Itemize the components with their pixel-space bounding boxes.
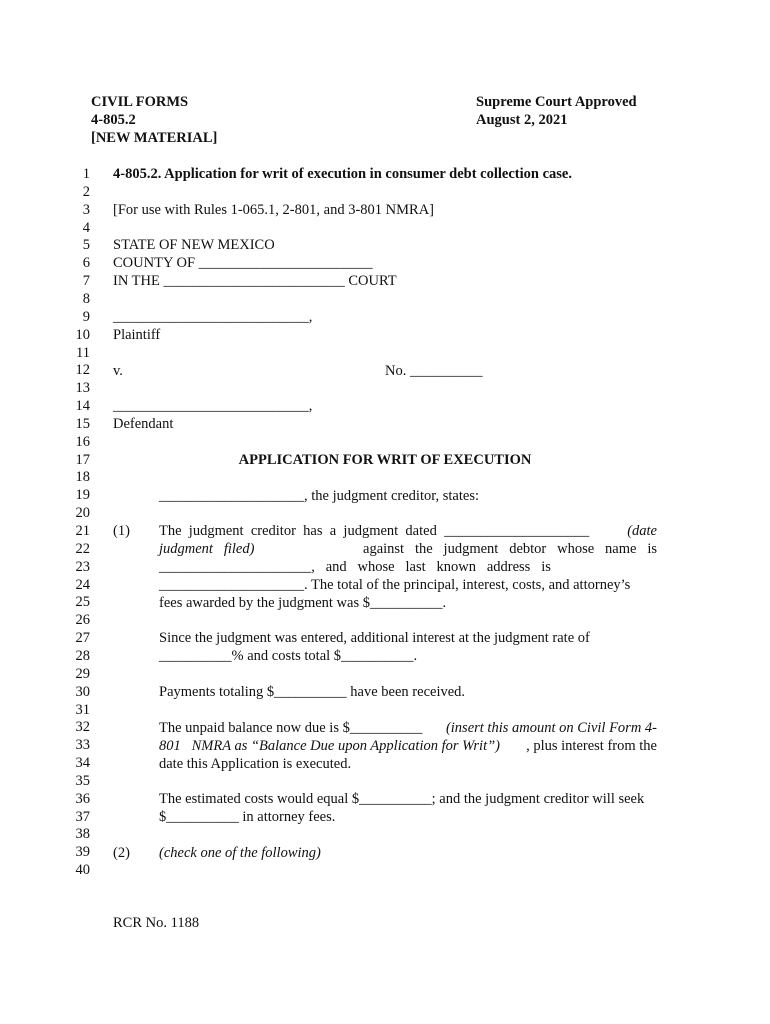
line-number: 19 xyxy=(75,487,90,504)
line-number: 31 xyxy=(75,701,90,718)
line-number: 15 xyxy=(75,415,90,432)
header-left-line-3: [NEW MATERIAL] xyxy=(91,130,218,146)
item-2-text: (check one of the following) xyxy=(159,845,321,861)
line-number: 6 xyxy=(82,255,90,272)
line-number: 33 xyxy=(75,737,90,754)
item-1-line-1-text: The judgment creditor has a judgment dated ____________________ xyxy=(159,523,590,539)
item-1-line-2-italic: judgment filed) xyxy=(159,541,255,557)
line-number: 2 xyxy=(82,183,90,200)
case-number: No. __________ xyxy=(385,363,483,379)
line-number: 28 xyxy=(75,647,90,664)
item-1-line-4-end: , and attorney’s xyxy=(541,577,631,593)
item-1-line-4-text: ____________________. The total of the principal, interest, costs xyxy=(159,577,542,593)
line-number: 26 xyxy=(75,612,90,629)
item-1-line-1-italic: (date xyxy=(627,523,657,539)
unpaid-line-2-text: , plus interest from the xyxy=(526,738,657,754)
item-1-line-3: _____________________, and whose last known address is xyxy=(159,559,551,575)
line-number: 9 xyxy=(82,308,90,325)
line-number: 5 xyxy=(82,237,90,254)
item-1-line-4 xyxy=(159,577,630,594)
header-left-line-2: 4-805.2 xyxy=(91,112,136,128)
line-number: 24 xyxy=(75,576,90,593)
item-1-line-5: fees awarded by the judgment was $__________. xyxy=(159,595,447,611)
line-number: 20 xyxy=(75,505,90,522)
line-number: 22 xyxy=(75,540,90,557)
line-number: 29 xyxy=(75,665,90,682)
line-number: 30 xyxy=(75,683,90,700)
line-number: 36 xyxy=(75,790,90,807)
item-1-line-1 xyxy=(159,523,657,540)
costs-line-1 xyxy=(159,791,657,808)
caption-county: COUNTY OF ________________________ xyxy=(113,255,373,271)
interest-line-2: __________% and costs total $__________. xyxy=(159,648,418,664)
line-number: 38 xyxy=(75,826,90,843)
item-1-line-2-text: against the judgment debtor whose name is xyxy=(363,541,657,557)
caption-court: IN THE _________________________ COURT xyxy=(113,273,397,289)
line-number: 14 xyxy=(75,398,90,415)
header-left-line-1: CIVIL FORMS xyxy=(91,94,189,110)
interest-line-1 xyxy=(159,630,657,647)
line-number: 10 xyxy=(75,326,90,343)
item-2-number: (2) xyxy=(113,845,130,861)
rules-note: [For use with Rules 1-065.1, 2-801, and 3-801 NMRA] xyxy=(113,202,434,218)
caption-state: STATE OF NEW MEXICO xyxy=(113,237,275,253)
line-number: 13 xyxy=(75,380,90,397)
line-number: 7 xyxy=(82,273,90,290)
line-number: 23 xyxy=(75,558,90,575)
unpaid-line-1-italic: (insert this amount on Civil Form 4- xyxy=(445,720,657,736)
line-number: 17 xyxy=(75,451,90,468)
unpaid-line-2-italic: 801 NMRA as “Balance Due upon Application for Writ”) xyxy=(159,738,501,754)
line-number: 18 xyxy=(75,469,90,486)
header-right-line-2: August 2, 2021 xyxy=(476,112,568,128)
unpaid-line-1-text: The unpaid balance now due is $__________ xyxy=(159,720,423,736)
line-number: 39 xyxy=(75,844,90,861)
line-number: 21 xyxy=(75,523,90,539)
item-1-line-2 xyxy=(159,541,657,558)
footer-rcr-number: RCR No. 1188 xyxy=(113,915,200,931)
line-number: 37 xyxy=(75,808,90,825)
document-heading: APPLICATION FOR WRIT OF EXECUTION xyxy=(238,452,532,468)
line-number: 1 xyxy=(82,166,90,182)
defendant-label: Defendant xyxy=(113,416,174,432)
payments-line: Payments totaling $__________ have been received. xyxy=(159,684,466,700)
plaintiff-label: Plaintiff xyxy=(113,327,161,343)
line-number: 35 xyxy=(75,772,90,789)
costs-line-1-text: The estimated costs would equal $__________; and the judgment creditor will seek xyxy=(159,791,645,807)
form-title: 4-805.2. Application for writ of execution in consumer debt collection case. xyxy=(113,166,572,182)
plaintiff-blank: ___________________________, xyxy=(113,309,313,325)
unpaid-line-1 xyxy=(159,720,657,737)
unpaid-line-3: date this Application is executed. xyxy=(159,756,352,772)
line-number: 4 xyxy=(82,219,90,236)
line-number: 40 xyxy=(75,862,90,879)
line-number: 11 xyxy=(76,344,90,361)
defendant-blank: ___________________________, xyxy=(113,398,313,414)
unpaid-line-2 xyxy=(159,738,657,755)
line-number: 27 xyxy=(75,630,90,647)
line-number: 8 xyxy=(82,290,90,307)
line-number: 25 xyxy=(75,594,90,611)
creditor-states: ____________________, the judgment creditor, states: xyxy=(159,488,479,504)
line-number: 16 xyxy=(75,433,90,450)
line-number: 32 xyxy=(75,719,90,736)
line-number: 12 xyxy=(75,362,90,379)
line-number: 34 xyxy=(75,755,90,772)
item-1-number: (1) xyxy=(113,523,130,539)
costs-line-2: $__________ in attorney fees. xyxy=(159,809,336,825)
versus-label: v. xyxy=(113,363,123,379)
header-right-line-1: Supreme Court Approved xyxy=(476,94,637,110)
interest-line-1-text: Since the judgment was entered, additional interest at the judgment rate of xyxy=(159,630,590,646)
line-number: 3 xyxy=(82,201,90,218)
